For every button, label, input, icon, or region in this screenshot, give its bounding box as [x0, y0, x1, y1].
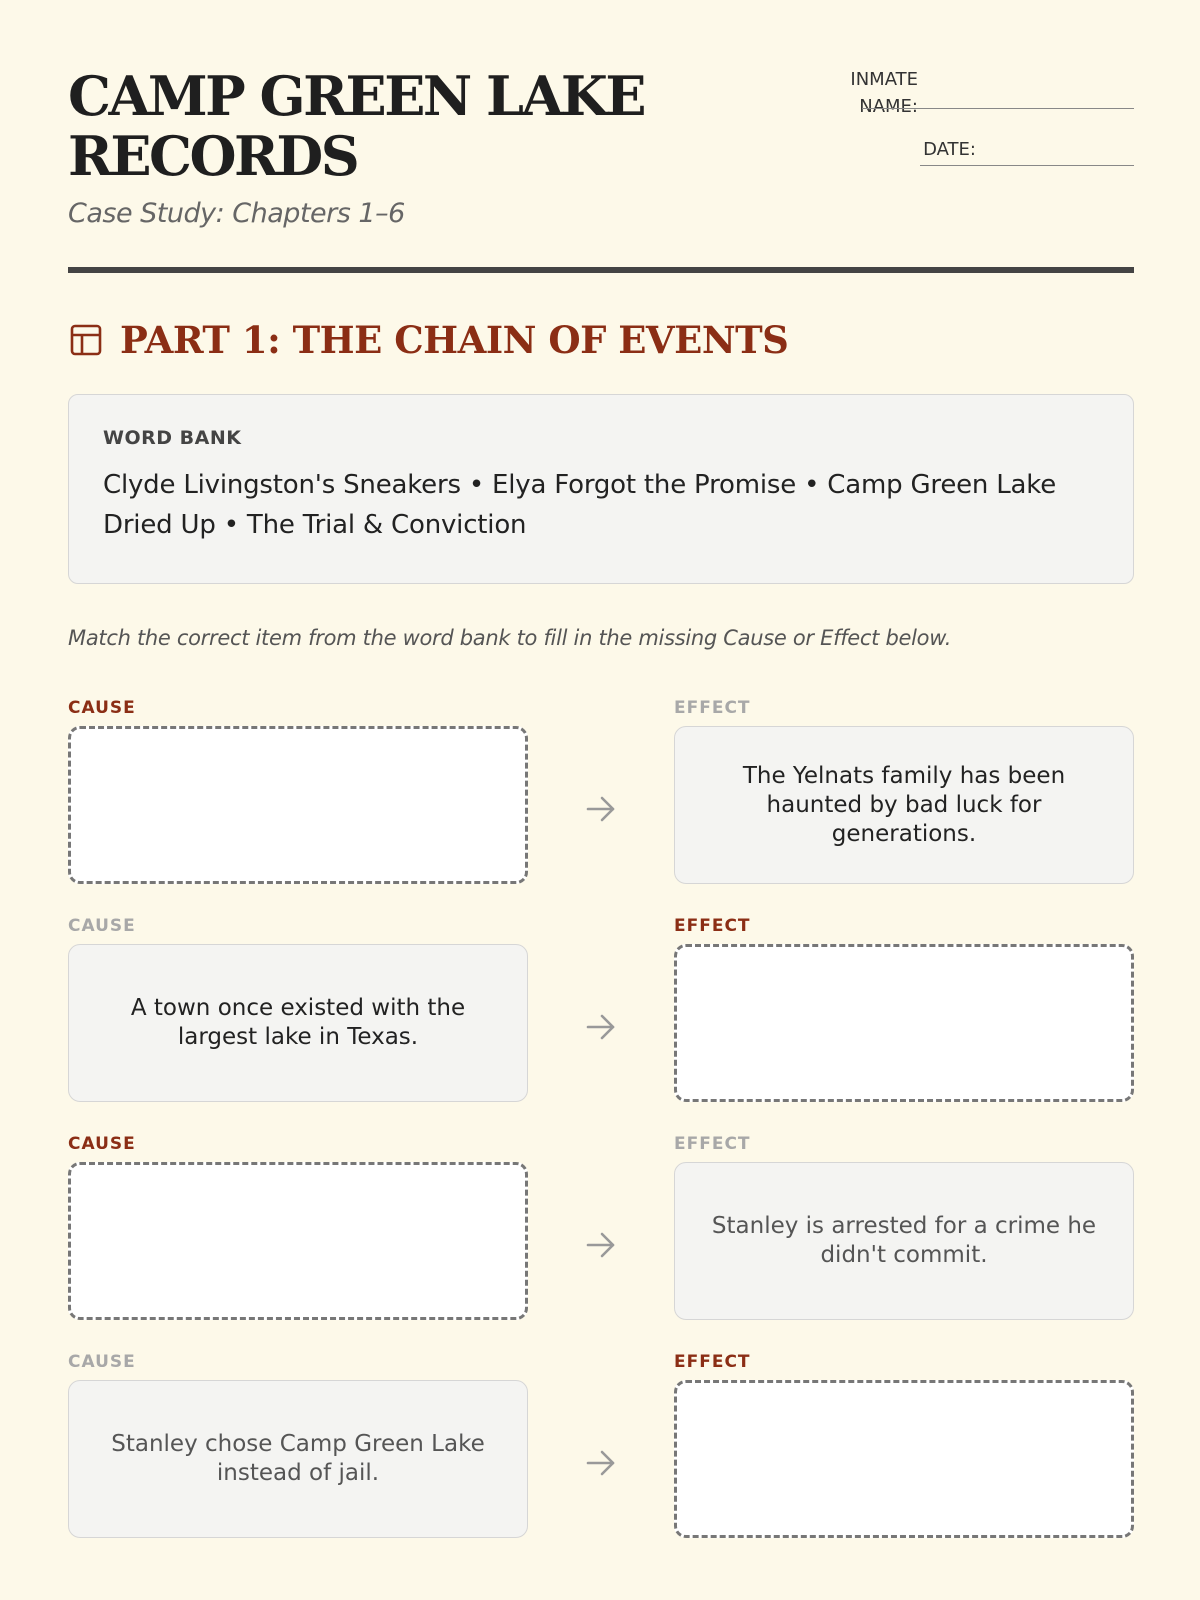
cause-effect-pair [68, 696, 1134, 896]
effect-box: The Yelnats family has been haunted by bad luck for generations. [674, 726, 1134, 884]
word-bank-items: Clyde Livingston's Sneakers • Elya Forgot the Promise • Camp Green Lake Dried Up • The Trial & Conviction [103, 470, 1056, 540]
effect-label: EFFECT [674, 1134, 751, 1154]
name-label-line-1: INMATE [850, 69, 918, 90]
effect-label: EFFECT [674, 698, 751, 718]
cause-answer-box[interactable] [68, 726, 528, 884]
cause-effect-pair [68, 914, 1134, 1114]
page-title [68, 66, 708, 186]
arrow-right-icon [584, 1446, 618, 1480]
word-bank [68, 394, 1134, 584]
worksheet-page [68, 0, 1134, 1600]
name-label-line-2: NAME: [859, 96, 918, 117]
instructions: Match the correct item from the word bank to fill in the missing Cause or Effect below. [68, 626, 952, 650]
page-subtitle: Case Study: Chapters 1–6 [68, 198, 405, 229]
word-bank-label: WORD BANK [103, 427, 242, 449]
cause-label: CAUSE [68, 1352, 136, 1372]
layout-icon [70, 324, 102, 356]
arrow-right-icon [584, 1010, 618, 1044]
title-line-2: RECORDS [68, 124, 358, 188]
cause-answer-box[interactable] [68, 1162, 528, 1320]
effect-answer-box[interactable] [674, 1380, 1134, 1538]
cause-label: CAUSE [68, 916, 136, 936]
effect-answer-box[interactable] [674, 944, 1134, 1102]
arrow-right-icon [584, 792, 618, 826]
date-field-label: DATE: [923, 139, 976, 160]
cause-label: CAUSE [68, 1134, 136, 1154]
title-line-1: CAMP GREEN LAKE [68, 64, 644, 128]
effect-label: EFFECT [674, 1352, 751, 1372]
cause-box: Stanley chose Camp Green Lake instead of jail. [68, 1380, 528, 1538]
cause-effect-pair [68, 1350, 1134, 1550]
header-divider [68, 267, 1134, 273]
date-field-line[interactable] [920, 165, 1134, 166]
arrow-right-icon [584, 1228, 618, 1262]
cause-label: CAUSE [68, 698, 136, 718]
cause-effect-pair [68, 1132, 1134, 1332]
section-title: PART 1: THE CHAIN OF EVENTS [120, 318, 789, 362]
cause-box: A town once existed with the largest lake in Texas. [68, 944, 528, 1102]
name-field-label [748, 66, 918, 120]
effect-box: Stanley is arrested for a crime he didn't commit. [674, 1162, 1134, 1320]
effect-label: EFFECT [674, 916, 751, 936]
name-field-line[interactable] [862, 108, 1134, 109]
